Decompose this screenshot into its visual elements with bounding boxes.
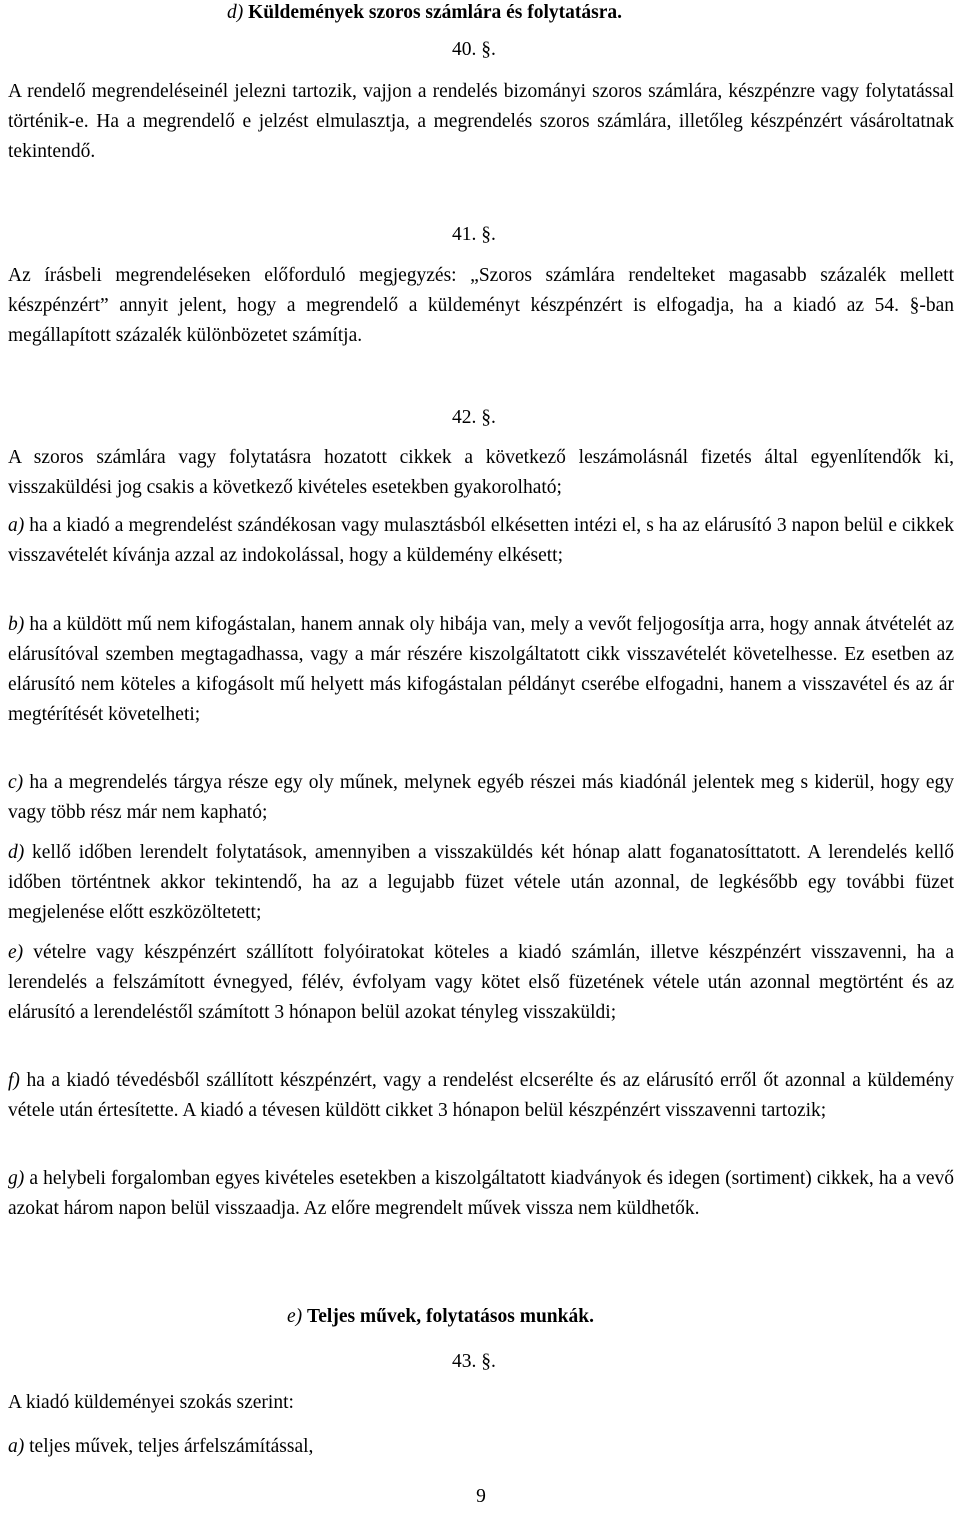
item-label: g) <box>8 1168 25 1189</box>
list-item-g <box>8 1164 954 1224</box>
item-text: a helybeli forgalomban egyes kivételes esetekben a kiszolgáltatott kiadványok és idegen (sortiment) cikkek, ha a vevő azokat három napon belül visszaadja. Az előre megrendelt művek vissza nem küldhetők. <box>8 1168 954 1219</box>
item-text: ha a kiadó tévedésből szállított készpénzért, vagy a rendelést elcserélte és az elárusító erről őt azonnal a küldemény vétele után értesítette. A kiadó a tévesen küldött cikket 3 hónapon belül készpénzért visszavenni tartozik; <box>8 1070 955 1121</box>
paragraph-number-41: 41. §. <box>452 224 496 245</box>
paragraph-number-40: 40. §. <box>452 39 496 60</box>
item-label: a) <box>8 515 25 536</box>
paragraph-41-text: Az írásbeli megrendeléseken előforduló megjegyzés: „Szoros számlára rendelteket magasabb százalék mellett készpénzért” annyit jelent, hogy a megrendelő a küldeményt készpénzért is elfogadja, ha a kiadó az 54. §-ban megállapított százalék különbözetet számítja. <box>8 265 954 346</box>
item-label: b) <box>8 614 25 635</box>
list-item-b <box>8 610 954 730</box>
paragraph-number-43: 43. §. <box>452 1351 496 1372</box>
paragraph-43-intro: A kiadó küldeményei szokás szerint: <box>8 1392 294 1413</box>
paragraph-40-text: A rendelő megrendeléseinél jelezni tartozik, vajjon a rendelés bizományi szoros számlára, készpénzre vagy folytatással történik-e. Ha a megrendelő e jelzést elmulasztja, a megrendelés szoros számlára, illetőleg készpénzért vásároltatnak tekintendő. <box>8 81 954 162</box>
section-heading-e <box>8 1306 954 1328</box>
item-text: kellő időben lerendelt folytatások, amennyiben a visszaküldés két hónap alatt foganatosíttatott. A lerendelés kellő időben történtnek akkor tekintendő, ha az a legujabb füzet vétele után azonnal, de legkésőbb egy további füzet megjelenése előtt eszközöltetett; <box>8 842 954 923</box>
section-heading-d <box>8 2 954 24</box>
item-text: vételre vagy készpénzért szállított folyóiratokat köteles a kiadó számlán, illetve készpénzért visszavenni, ha a lerendelés a felszámított évnegyed, félév, évfolyam vagy kötet első füzetének vétele után azonnal megtörtént és az elárusító a lerendeléstől számított 3 hónapon belül azokat tényleg visszaküldi; <box>8 942 954 1023</box>
list-item-f <box>8 1066 954 1126</box>
section-letter: d) <box>227 2 244 23</box>
page-number: 9 <box>476 1486 486 1507</box>
item-label: c) <box>8 772 24 793</box>
section-title: Küldemények szoros számlára és folytatásra. <box>248 2 623 23</box>
list-item-d <box>8 838 954 928</box>
item-label: e) <box>8 942 24 963</box>
list-item-a <box>8 511 954 571</box>
list-item-c <box>8 768 954 828</box>
item-text: ha a kiadó a megrendelést szándékosan vagy mulasztásból elkésetten intézi el, s ha az elárusító 3 napon belül e cikkek visszavételét kívánja azzal az indokolással, hogy a küldemény elkésett; <box>8 515 954 566</box>
list-item-e <box>8 938 954 1028</box>
section-letter: e) <box>287 1306 303 1327</box>
item-label: d) <box>8 842 25 863</box>
item-text: ha a küldött mű nem kifogástalan, hanem annak oly hibája van, mely a vevőt feljogosítja arra, hogy annak átvételét az elárusítóval szemben megtagadhassa, vagy a már részére kiszolgáltatott cikk visszavételét követelhesse. Ez esetben az elárusító nem köteles a kifogásolt mű helyett más kifogástalan példányt cserébe elfogadni, hanem a visszavétel és az ár megtérítését követelheti; <box>8 614 954 725</box>
paragraph-43-item-a <box>8 1432 954 1462</box>
section-title: Teljes művek, folytatásos munkák. <box>307 1306 594 1327</box>
item-label: f) <box>8 1070 20 1091</box>
paragraph-number-42: 42. §. <box>452 407 496 428</box>
paragraph-42-intro: A szoros számlára vagy folytatásra hozatott cikkek a következő leszámolásnál fizetés által egyenlítendők ki, visszaküldési jog csakis a következő kivételes esetekben gyakorolható; <box>8 447 954 498</box>
item-label: a) <box>8 1436 25 1457</box>
item-text: teljes művek, teljes árfelszámítással, <box>29 1436 314 1457</box>
item-text: ha a megrendelés tárgya része egy oly műnek, melynek egyéb részei más kiadónál jelentek meg s kiderül, hogy egy vagy több rész már nem kapható; <box>8 772 955 823</box>
